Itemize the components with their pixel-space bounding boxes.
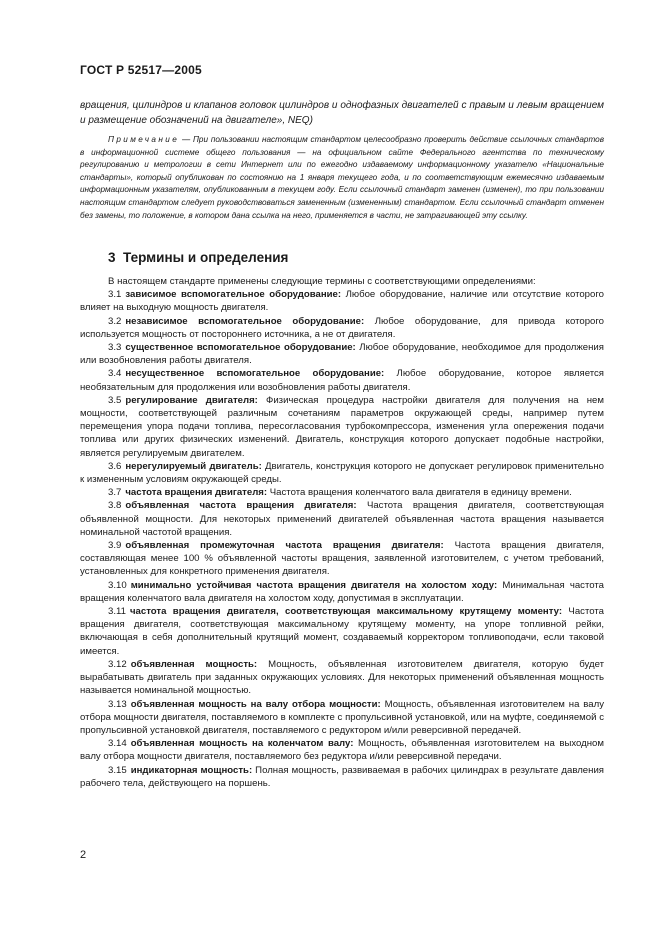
- section-title: Термины и определения: [123, 250, 289, 265]
- term-number: 3.4: [108, 368, 122, 380]
- term-name: нерегулируемый двигатель:: [125, 460, 262, 472]
- term-text: Мощность, объявленная изготовителем на валу отбора мощности двигателя, поставляемого в комплекте с пропульсивной установкой, или на муфте, соединяемой с пропульсивной установкой двигателя, поставляемого с редуктором и/или реверсивной передачей.: [80, 698, 605, 736]
- term-number: 3.14: [108, 738, 127, 750]
- term-number: 3.5: [108, 394, 122, 406]
- term-text: Минимальная частота вращения коленчатого вала двигателя на холостом ходу, допустимая в эксплуатации.: [80, 579, 605, 604]
- term-number: 3.8: [108, 500, 122, 512]
- term-definition: [80, 367, 604, 393]
- term-number: 3.1: [108, 289, 122, 301]
- term-number: 3.6: [108, 460, 122, 472]
- term-number: 3.10: [108, 579, 127, 591]
- term-name: регулирование двигателя:: [125, 394, 258, 406]
- intro-paragraph: В настоящем стандарте применены следующие термины с соответствующими определениями:: [108, 276, 536, 287]
- term-text: Двигатель, конструкция которого не допускает регулировок применительно к измененным условиям окружающей среды.: [80, 460, 605, 486]
- term-definition: [80, 658, 604, 698]
- term-name: объявленная промежуточная частота вращения двигателя:: [125, 540, 444, 552]
- note-label: Примечание: [108, 135, 180, 144]
- term-number: 3.12: [108, 658, 127, 670]
- term-definition: [80, 288, 604, 314]
- term-text: Частота вращения коленчатого вала двигателя в единицу времени.: [267, 487, 572, 499]
- term-name: частота вращения двигателя:: [125, 487, 268, 499]
- term-text: Частота вращения двигателя, соответствующая максимальному крутящему моменту, на упоре топливной рейки, включающая в себя дополнительный крутящий момент, создаваемый корректором топливоподачи, если таковой имеется.: [80, 606, 604, 657]
- term-definition: [80, 460, 604, 486]
- term-text: Физическая процедура настройки двигателя для получения на нем мощности, соответствующей различным сочетаниям параметров окружающей среды, например путем перемещения упора подачи топлива, пересогласования турбокомпрессора, изменения угла опережения подачи топлива или других физических изменений. Двигатель, конструкция которого допускает подобные настройки, является регулируемым двигателем.: [80, 394, 604, 459]
- standard-header: ГОСТ Р 52517—2005: [80, 63, 202, 77]
- note-block: [80, 134, 604, 222]
- term-name: существенное вспомогательное оборудование:: [125, 342, 356, 354]
- continuation-text: вращения, цилиндров и клапанов головок цилиндров и однофазных двигателей с правым и левым вращением и размещение обозначений на двигателе», NEQ): [80, 100, 604, 126]
- term-name: частота вращения двигателя, соответствующая максимальному крутящему моменту:: [129, 606, 563, 618]
- term-number: 3.9: [108, 540, 122, 552]
- term-definition: [80, 539, 604, 579]
- term-definition: [80, 315, 604, 341]
- term-definition: [80, 605, 604, 658]
- term-number: 3.11: [108, 606, 126, 618]
- term-name: независимое вспомогательное оборудование:: [125, 315, 365, 327]
- term-number: 3.15: [108, 764, 127, 776]
- term-text: Частота вращения двигателя, соответствующая объявленной мощности. Для некоторых применений двигателей объявленная частота вращения называется номинальной частотой вращения.: [80, 500, 605, 538]
- term-name: объявленная мощность на коленчатом валу:: [130, 738, 354, 750]
- section-heading: [108, 250, 288, 265]
- term-name: объявленная мощность:: [130, 658, 258, 670]
- term-name: несущественное вспомогательное оборудование:: [125, 368, 385, 380]
- term-definition: [80, 737, 604, 763]
- term-name: объявленная мощность на валу отбора мощности:: [130, 698, 381, 710]
- term-definition: [80, 499, 604, 539]
- term-name: объявленная частота вращения двигателя:: [125, 500, 357, 512]
- term-name: минимально устойчивая частота вращения двигателя на холостом ходу:: [130, 579, 498, 591]
- term-number: 3.2: [108, 315, 122, 327]
- term-text: Частота вращения двигателя, составляющая менее 100 % объявленной частоты вращения, заявленной изготовителем, с учетом требований, установленных для конкретного применения двигателя.: [80, 540, 604, 578]
- term-definition: [80, 764, 604, 790]
- term-text: Полная мощность, развиваемая в рабочих цилиндрах в результате давления рабочего тела, действующего на поршень.: [80, 764, 604, 789]
- term-text: Любое оборудование, необходимое для продолжения или возобновления работы двигателя.: [80, 342, 604, 367]
- terms-list: [80, 288, 604, 790]
- terms-body: [80, 275, 604, 790]
- term-number: 3.3: [108, 342, 122, 354]
- term-text: Любое оборудование, которое является необязательным для продолжения или возобновления работы двигателя.: [80, 368, 604, 393]
- term-text: Любое оборудование, для привода которого используется мощность от постороннего источника, а не от двигателя.: [80, 315, 604, 340]
- term-definition: [80, 486, 604, 499]
- term-text: Мощность, объявленная изготовителем двигателя, которую будет вырабатывать двигатель при заданных окружающих условиях. Для некоторых применений объявленная мощность называется номинальной мощностью.: [80, 658, 604, 697]
- term-definition: [80, 698, 604, 738]
- section-number: 3: [108, 250, 116, 265]
- term-name: индикаторная мощность:: [130, 764, 253, 776]
- term-definition: [80, 579, 604, 605]
- note-text: — При пользовании настоящим стандартом целесообразно проверить действие ссылочных стандартов в информационной системе общего пользования — на официальном сайте Федерального агентства по техническому регулированию и метрологии в сети Интернет или по ежегодно издаваемому информационному указателю «Национальные стандарты», который опубликован по состоянию на 1 января текущего года, и по соответствующим ежемесячно издаваемым информационным указателям, опубликованным в текущем году. Если ссылочный стандарт заменен (изменен), то при пользовании настоящим стандартом следует руководствоваться замененным (измененным) стандартом. Если ссылочный стандарт отменен без замены, то положение, в котором дана ссылка на него, применяется в части, не затрагивающей эту ссылку.: [80, 135, 604, 220]
- term-name: зависимое вспомогательное оборудование:: [125, 289, 342, 301]
- term-text: Любое оборудование, наличие или отсутствие которого влияет на выходную мощность двигателя.: [80, 289, 604, 314]
- term-number: 3.13: [108, 698, 127, 710]
- term-number: 3.7: [108, 487, 122, 499]
- term-text: Мощность, объявленная изготовителем на выходном валу отбора мощности двигателя, поставляемого без редуктора и/или реверсивной передачи.: [80, 738, 604, 763]
- term-definition: [80, 341, 604, 367]
- page-number: 2: [80, 849, 87, 861]
- term-definition: [80, 394, 604, 460]
